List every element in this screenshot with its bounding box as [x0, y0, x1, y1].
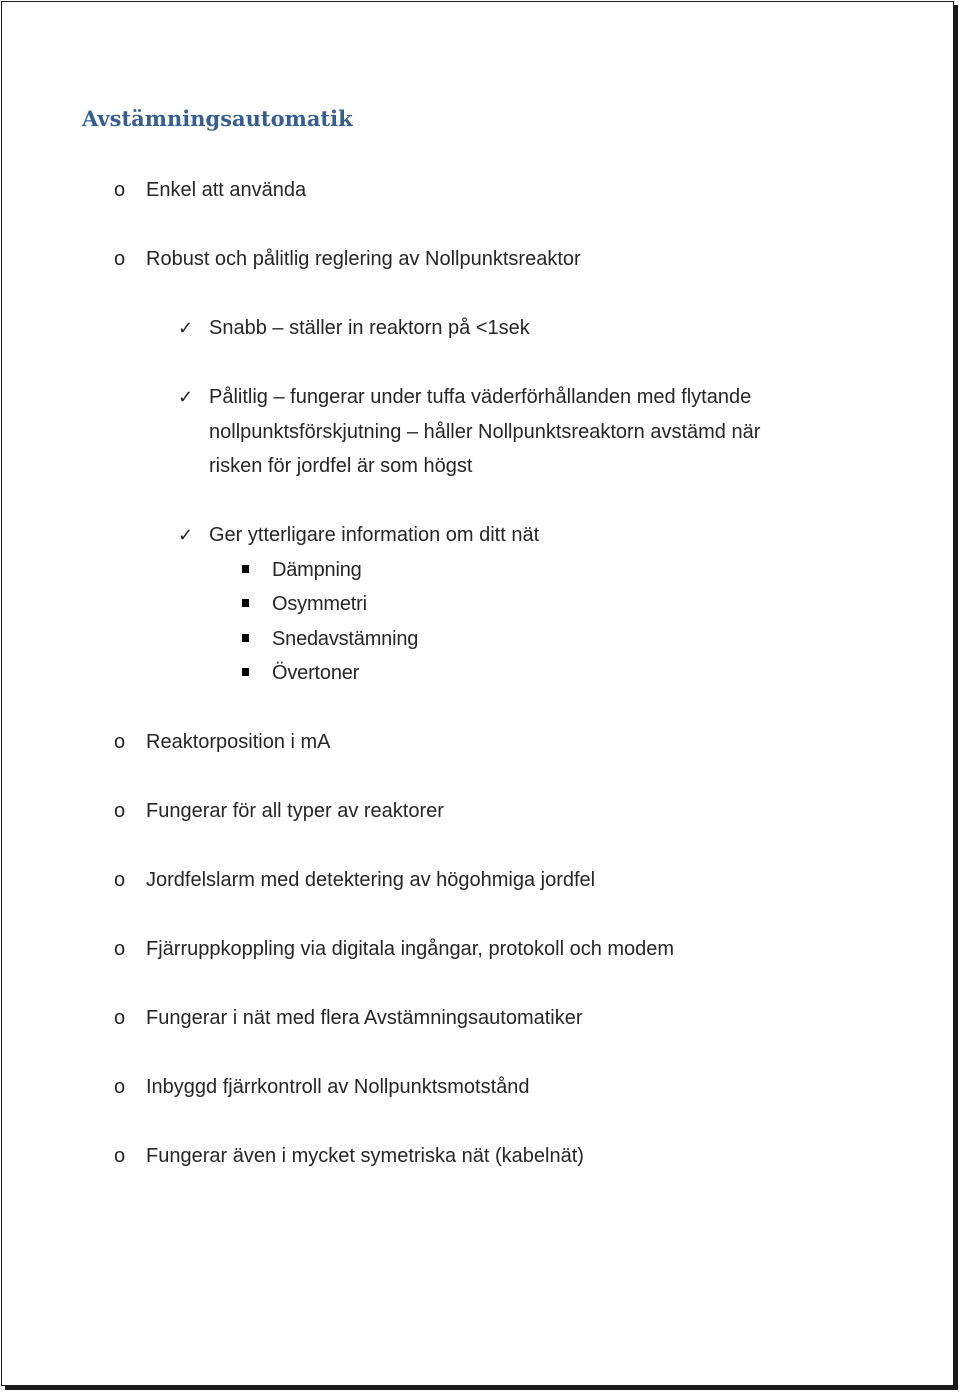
circle-bullet-icon: o [114, 1007, 126, 1029]
list-item-continuation: risken för jordfel är som högst [209, 455, 473, 477]
list-item-text: Övertoner [272, 662, 360, 684]
list-item-text: Snedavstämning [272, 628, 419, 650]
list-item-text: Osymmetri [272, 593, 367, 615]
list-item-text: Dämpning [272, 559, 362, 581]
circle-bullet-icon: o [114, 869, 126, 891]
circle-bullet-icon: o [114, 179, 126, 201]
list-item-text: Enkel att använda [146, 179, 307, 201]
circle-bullet-icon: o [114, 248, 126, 270]
circle-bullet-icon: o [114, 1076, 126, 1098]
circle-bullet-icon: o [114, 938, 126, 960]
list-item-text: Robust och pålitlig reglering av Nollpunktsreaktor [146, 248, 581, 270]
circle-bullet-icon: o [114, 731, 126, 753]
list-item-text: Fungerar även i mycket symetriska nät (kabelnät) [146, 1145, 584, 1167]
square-bullet-icon [242, 565, 249, 573]
square-bullet-icon [242, 599, 249, 607]
circle-bullet-icon: o [114, 1145, 126, 1167]
list-item-text: Fjärruppkoppling via digitala ingångar, protokoll och modem [146, 938, 675, 960]
list-item-text: Snabb – ställer in reaktorn på <1sek [209, 317, 530, 339]
circle-bullet-icon: o [114, 800, 126, 822]
document-title: Avstämningsautomatik [82, 106, 353, 131]
checkmark-icon: ✓ [178, 525, 194, 545]
square-bullet-icon [242, 668, 249, 676]
list-item-text: Jordfelslarm med detektering av högohmiga jordfel [146, 869, 596, 891]
list-item-continuation: nollpunktsförskjutning – håller Nollpunktsreaktorn avstämd när [209, 421, 761, 443]
list-item-text: Fungerar för all typer av reaktorer [146, 800, 444, 822]
list-item-text: Fungerar i nät med flera Avstämningsautomatiker [146, 1007, 583, 1029]
page [1, 1, 954, 1386]
list-item-text: Reaktorposition i mA [146, 731, 331, 753]
list-item-text: Ger ytterligare information om ditt nät [209, 524, 540, 546]
checkmark-icon: ✓ [178, 387, 194, 407]
square-bullet-icon [242, 634, 249, 642]
checkmark-icon: ✓ [178, 318, 194, 338]
list-item-text: Pålitlig – fungerar under tuffa väderförhållanden med flytande [209, 386, 752, 408]
list-item-text: Inbyggd fjärrkontroll av Nollpunktsmotstånd [146, 1076, 530, 1098]
